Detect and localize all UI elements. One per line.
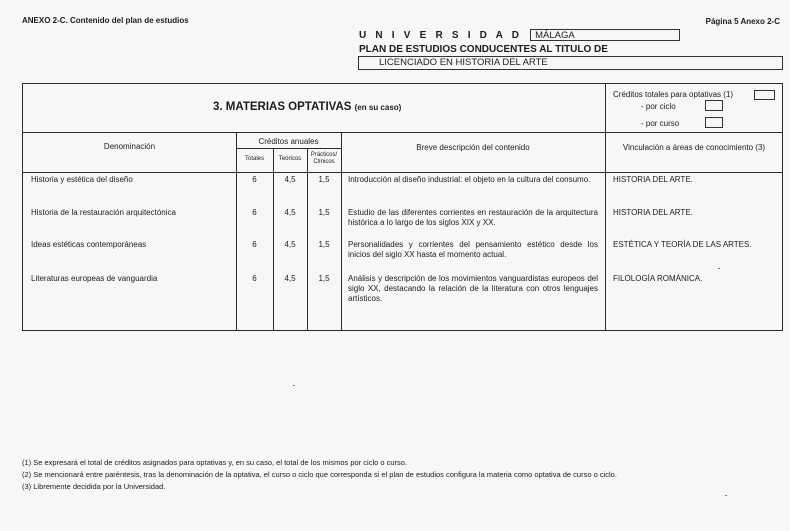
annex-title: ANEXO 2-C. Contenido del plan de estudios bbox=[22, 16, 189, 25]
row-vinculacion: ESTÉTICA Y TEORÍA DE LAS ARTES. bbox=[613, 240, 752, 249]
por-curso-label: - por curso bbox=[641, 119, 680, 128]
row-teoricos: 4,5 bbox=[284, 208, 296, 217]
column-header-divider bbox=[23, 172, 782, 173]
row-practicos: 1,5 bbox=[318, 208, 330, 217]
footnote-2: (2) Se mencionará entre paréntesis, tras la denominación de la optativa, el curso o ciclo que corresponda si el plan de estudios configura la materia como optativa de curso o ciclo. bbox=[22, 470, 617, 479]
row-totales: 6 bbox=[252, 274, 257, 283]
por-curso-box bbox=[705, 117, 723, 128]
row-denominacion: Literaturas europeas de vanguardia bbox=[31, 274, 158, 283]
row-teoricos: 4,5 bbox=[284, 240, 296, 249]
row-practicos: 1,5 bbox=[318, 175, 330, 184]
col-totales: Totales bbox=[244, 156, 264, 162]
scan-mark bbox=[718, 268, 720, 269]
section-title bbox=[213, 101, 401, 113]
row-denominacion: Ideas estéticas contemporáneas bbox=[31, 240, 147, 249]
col-divider-descripcion bbox=[341, 132, 342, 330]
scan-mark bbox=[725, 495, 727, 496]
section-title-note: (en su caso) bbox=[354, 103, 402, 112]
creditos-totales-box bbox=[754, 90, 775, 100]
creditos-totales-label: Créditos totales para optativas (1) bbox=[613, 90, 734, 99]
optativas-table bbox=[22, 83, 783, 331]
row-totales: 6 bbox=[252, 175, 257, 184]
row-vinculacion: HISTORIA DEL ARTE. bbox=[613, 208, 693, 217]
col-vinculacion: Vinculación a áreas de conocimiento (3) bbox=[622, 143, 766, 152]
row-descripcion: Análisis y descripción de los movimientos vanguardistas europeos del siglo XX, destacando la relación de la literatura con otros lenguajes artísticos. bbox=[348, 274, 598, 303]
row-practicos: 1,5 bbox=[318, 240, 330, 249]
col-denominacion: Denominación bbox=[103, 142, 156, 151]
row-descripcion: Personalidades y corrientes del pensamiento estético desde los inicios del siglo XX hasta el momento actual. bbox=[348, 240, 598, 259]
row-teoricos: 4,5 bbox=[284, 274, 296, 283]
footnote-1: (1) Se expresará el total de créditos asignados para optativas y, en su caso, el total de los mismos por ciclo o curso. bbox=[22, 458, 408, 467]
col-teoricos: Teóricos bbox=[278, 156, 302, 162]
degree-title: LICENCIADO EN HISTORIA DEL ARTE bbox=[358, 56, 783, 70]
row-practicos: 1,5 bbox=[318, 274, 330, 283]
row-denominacion: Historia de la restauración arquitectónica bbox=[31, 208, 176, 217]
plan-heading: PLAN DE ESTUDIOS CONDUCENTES AL TITULO DE bbox=[359, 44, 608, 55]
por-ciclo-label: - por ciclo bbox=[641, 102, 676, 111]
row-vinculacion: FILOLOGÍA ROMÁNICA. bbox=[613, 274, 703, 283]
por-ciclo-box bbox=[705, 100, 723, 111]
row-denominacion: Historia y estética del diseño bbox=[31, 175, 133, 184]
scan-mark bbox=[293, 385, 295, 386]
section-title-text: 3. MATERIAS OPTATIVAS bbox=[213, 101, 352, 113]
col-divider-vinculacion bbox=[605, 84, 606, 330]
row-teoricos: 4,5 bbox=[284, 175, 296, 184]
col-practicos: Prácticos/ Clínicos bbox=[310, 152, 338, 165]
footnote-3: (3) Libremente decidida por la Universidad. bbox=[22, 482, 166, 491]
row-totales: 6 bbox=[252, 240, 257, 249]
row-descripcion: Introducción al diseño industrial: el objeto en la cultura del consumo. bbox=[348, 175, 591, 184]
col-creditos-anuales: Créditos anuales bbox=[258, 137, 319, 146]
row-descripcion: Estudio de las diferentes corrientes en restauración de la arquitectura histórica a lo largo de los siglos XIX y XX. bbox=[348, 208, 598, 227]
university-label: U N I V E R S I D A D bbox=[359, 29, 523, 41]
page-number: Página 5 Anexo 2-C bbox=[705, 17, 780, 26]
university-row bbox=[359, 29, 680, 41]
row-vinculacion: HISTORIA DEL ARTE. bbox=[613, 175, 693, 184]
credits-subdivider bbox=[236, 148, 341, 149]
university-value: MÁLAGA bbox=[530, 29, 680, 41]
row-totales: 6 bbox=[252, 208, 257, 217]
header-divider bbox=[23, 132, 782, 133]
col-descripcion: Breve descripción del contenido bbox=[416, 143, 530, 152]
